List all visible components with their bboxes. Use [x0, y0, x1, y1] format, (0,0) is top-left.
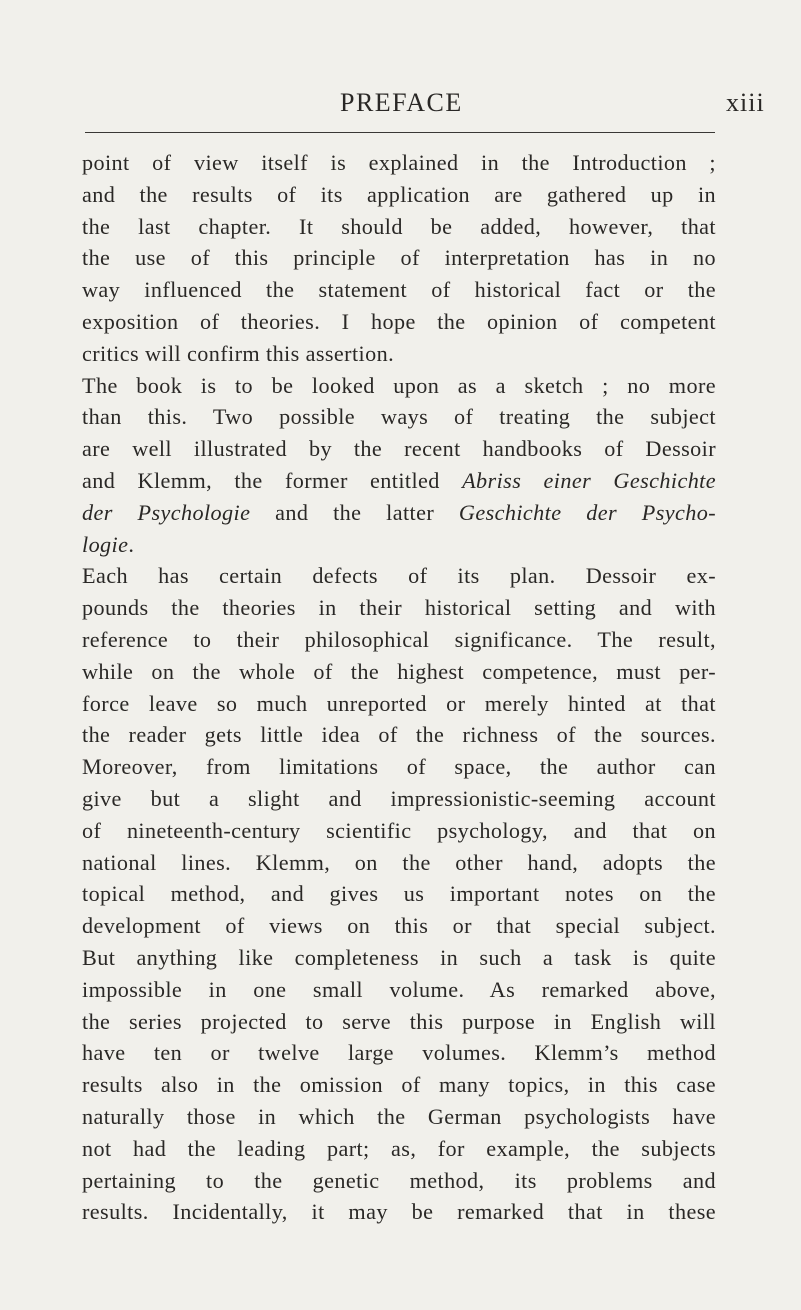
text-line [82, 497, 716, 529]
body-text [82, 147, 716, 1228]
text-line: But anything like completeness in such a task is quite [82, 944, 716, 970]
text-line: not had the leading part; as, for example, the subjects [82, 1135, 716, 1161]
text-line: point of view itself is explained in the Introduction ; [82, 150, 716, 175]
text-segment: . [128, 531, 135, 557]
text-line: results. Incidentally, it may be remarked that in these [82, 1199, 716, 1225]
text-line: give but a slight and impressionistic-seeming account [82, 785, 716, 811]
text-line: the use of this principle of interpretation has in no [82, 245, 716, 271]
header-rule [85, 132, 715, 133]
text-line: impossible in one small volume. As remarked above, [82, 976, 716, 1002]
book-title-italic: Geschichte der Psycho- [458, 499, 717, 525]
text-line: national lines. Klemm, on the other hand, adopts the [82, 849, 716, 875]
text-line: force leave so much unreported or merely hinted at that [82, 690, 716, 716]
text-line: topical method, and gives us important notes on the [82, 881, 716, 907]
text-line: way influenced the statement of historical fact or the [82, 277, 716, 303]
text-line: naturally those in which the German psychologists have [82, 1103, 716, 1129]
book-title-italic: logie [82, 531, 129, 557]
text-line: reference to their philosophical significance. The result, [82, 626, 716, 652]
text-line: the series projected to serve this purpose in English will [82, 1008, 716, 1034]
text-line: than this. Two possible ways of treating the subject [82, 404, 716, 430]
text-segment: and the latter [250, 499, 459, 525]
text-line: Moreover, from limitations of space, the author can [82, 754, 716, 780]
text-line [82, 465, 716, 497]
text-line: are well illustrated by the recent handbooks of Dessoir [82, 436, 716, 462]
text-line: pertaining to the genetic method, its problems and [82, 1167, 716, 1193]
text-line: the last chapter. It should be added, however, that [82, 213, 716, 239]
running-header [0, 86, 801, 126]
text-line: have ten or twelve large volumes. Klemm’s method [82, 1040, 716, 1066]
text-line: while on the whole of the highest competence, must per- [82, 658, 716, 684]
page-number: xiii [726, 88, 765, 117]
text-line: Each has certain defects of its plan. Dessoir ex- [82, 563, 716, 589]
text-line: exposition of theories. I hope the opinion of competent [82, 308, 716, 334]
book-title-italic: der Psychologie [82, 499, 251, 525]
text-line: results also in the omission of many topics, in this case [82, 1072, 716, 1098]
text-line: the reader gets little idea of the richness of the sources. [82, 722, 716, 748]
text-line [82, 529, 716, 561]
text-line: and the results of its application are gathered up in [82, 181, 716, 207]
book-title-italic: Abriss einer Geschichte [462, 467, 716, 493]
text-segment: and Klemm, the former entitled [82, 467, 463, 493]
text-line: pounds the theories in their historical setting and with [82, 595, 716, 621]
text-line: development of views on this or that special subject. [82, 913, 716, 939]
text-line: critics will confirm this assertion. [82, 340, 395, 366]
text-line: of nineteenth-century scientific psychology, and that on [82, 817, 716, 843]
text-line: The book is to be looked upon as a sketch ; no more [82, 372, 716, 398]
running-title: PREFACE [340, 88, 463, 117]
